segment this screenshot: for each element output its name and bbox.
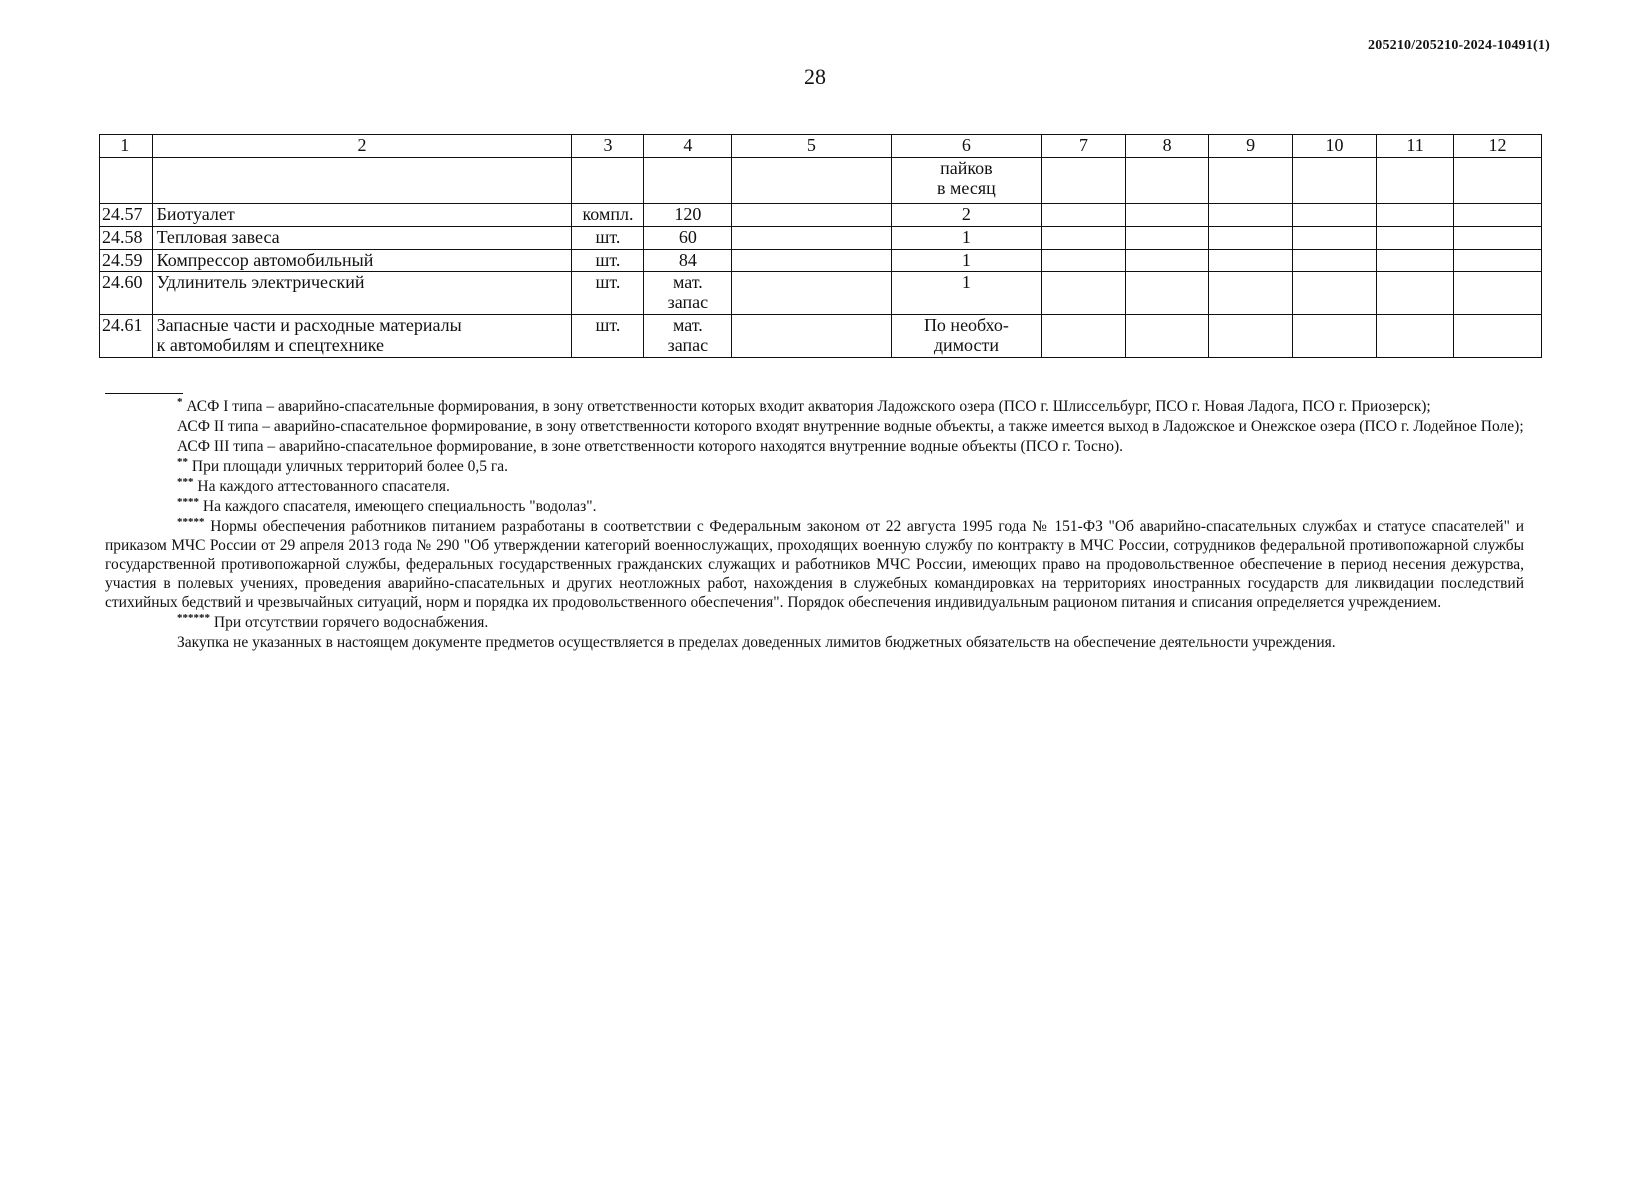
footnote-6	[105, 613, 1524, 632]
footnote-mark: ***	[177, 475, 194, 488]
row-name: Компрессор автомобильный	[152, 249, 572, 272]
footnote-text: При площади уличных территорий более 0,5 га.	[191, 458, 509, 475]
table-row	[100, 249, 1542, 272]
row-name-line1: Запасные части и расходные материалы	[156, 314, 462, 335]
footnote-text: Нормы обеспечения работников питанием разработаны в соответствии с Федеральным законом от 22 августа 1995 года № 151-ФЗ "Об аварийно-спасательных службах и статусе спасателей" и приказом МЧС России от 29 апреля 2013 года № 290 "Об утверждении категорий военнослужащих, проходящих военную службу по контракту в МЧС России, сотрудников федеральной противопожарной службы государственной противопожарной службы, федеральных государственных гражданских служащих и работников МЧС России, имеющих право на продовольственное обеспечение в период несения дежурства, участия в полевых учениях, проведения аварийно-спасательных и других неотложных работ, нахождения в служебных командировках на территориях иностранных государств для ликвидации последствий стихийных бедствий и чрезвычайных ситуаций, норм и порядка их продовольственного обеспечения". Порядок обеспечения индивидуальным рационом питания и списания определяется учреждением.	[105, 518, 1524, 611]
footnote-asf-type-1	[105, 397, 1524, 416]
column-number-8: 8	[1125, 135, 1209, 158]
row-unit: шт.	[572, 226, 644, 249]
row-number: 24.57	[100, 204, 153, 227]
row-unit: шт.	[572, 314, 644, 357]
column-number-11: 11	[1377, 135, 1454, 158]
footnote-text: На каждого аттестованного спасателя.	[197, 478, 450, 495]
row-number: 24.60	[100, 272, 153, 315]
row-quantity-line1: мат.	[672, 314, 703, 335]
continuation-col6-cell	[891, 158, 1042, 204]
document-id: 205210/205210-2024-10491(1)	[1368, 38, 1550, 53]
row-name: Биотуалет	[152, 204, 572, 227]
continuation-col6-line1: пайков	[940, 158, 993, 178]
footnote-text: АСФ III типа – аварийно-спасательное формирование, в зоне ответственности которого находятся внутренние водные объекты (ПСО г. Тосно).	[177, 438, 1124, 455]
column-number-1: 1	[100, 135, 153, 158]
procurement-note	[105, 633, 1524, 652]
column-number-10: 10	[1292, 135, 1376, 158]
table-row	[100, 272, 1542, 315]
row-name: Тепловая завеса	[152, 226, 572, 249]
row-number: 24.58	[100, 226, 153, 249]
items-table	[99, 134, 1542, 358]
row-quantity: 120	[644, 204, 732, 227]
row-name-cell	[152, 314, 572, 357]
footnote-text: АСФ II типа – аварийно-спасательное формирование, в зону ответственности которого входят внутренние водные объекты, а также имеется выход в Ладожское и Онежское озера (ПСО г. Лодейное Поле);	[177, 418, 1524, 435]
column-number-9: 9	[1209, 135, 1293, 158]
continuation-row	[100, 158, 1542, 204]
row-quantity-line2: запас	[667, 334, 709, 355]
footnote-5	[105, 517, 1524, 612]
row-col6: 1	[891, 226, 1042, 249]
row-col6: 1	[891, 249, 1042, 272]
column-number-6: 6	[891, 135, 1042, 158]
row-col5	[732, 249, 891, 272]
row-name: Удлинитель электрический	[152, 272, 572, 315]
row-quantity-line2: запас	[667, 292, 709, 313]
row-unit: компл.	[572, 204, 644, 227]
row-col5	[732, 314, 891, 357]
row-quantity: 84	[644, 249, 732, 272]
row-unit: шт.	[572, 272, 644, 315]
footnote-text: АСФ I типа – аварийно-спасательные формирования, в зону ответственности которых входит акватория Ладожского озера (ПСО г. Шлиссельбург, ПСО г. Новая Ладога, ПСО г. Приозерск);	[186, 398, 1431, 415]
row-quantity: 60	[644, 226, 732, 249]
column-number-3: 3	[572, 135, 644, 158]
column-number-5: 5	[732, 135, 891, 158]
row-col6-cell	[891, 314, 1042, 357]
row-quantity-cell	[644, 314, 732, 357]
row-quantity-cell	[644, 272, 732, 315]
footnote-2	[105, 457, 1524, 476]
footnote-mark: ****	[177, 495, 199, 508]
row-number: 24.59	[100, 249, 153, 272]
row-col5	[732, 204, 891, 227]
table-row	[100, 314, 1542, 357]
row-number: 24.61	[100, 314, 153, 357]
column-number-7: 7	[1042, 135, 1126, 158]
continuation-col6-line2: в месяц	[937, 177, 996, 198]
row-col6: 2	[891, 204, 1042, 227]
row-col6: 1	[891, 272, 1042, 315]
footnote-separator	[105, 393, 183, 394]
footnote-text: Закупка не указанных в настоящем документе предметов осуществляется в пределах доведенных лимитов бюджетных обязательств на обеспечение деятельности учреждения.	[177, 634, 1336, 651]
column-number-2: 2	[152, 135, 572, 158]
footnotes	[105, 393, 1524, 653]
row-col5	[732, 226, 891, 249]
row-col6-line1: По необхо-	[923, 314, 1009, 335]
footnote-mark: *	[177, 395, 183, 408]
footnote-asf-type-2	[105, 417, 1524, 436]
footnote-mark: *****	[177, 515, 205, 528]
row-name-line2: к автомобилям и спецтехнике	[156, 334, 385, 355]
footnote-mark: **	[177, 455, 188, 468]
row-col5	[732, 272, 891, 315]
footnote-3	[105, 477, 1524, 496]
footnote-text: На каждого спасателя, имеющего специальность "водолаз".	[202, 498, 597, 515]
row-unit: шт.	[572, 249, 644, 272]
footnote-4	[105, 497, 1524, 516]
column-number-row	[100, 135, 1542, 158]
footnote-asf-type-3	[105, 437, 1524, 456]
column-number-12: 12	[1453, 135, 1541, 158]
footnote-text: При отсутствии горячего водоснабжения.	[213, 614, 489, 631]
footnote-mark: ******	[177, 611, 210, 624]
row-quantity-line1: мат.	[672, 272, 703, 293]
table-row	[100, 226, 1542, 249]
row-col6-line2: димости	[933, 334, 999, 355]
page-number: 28	[804, 64, 826, 89]
column-number-4: 4	[644, 135, 732, 158]
table-row	[100, 204, 1542, 227]
